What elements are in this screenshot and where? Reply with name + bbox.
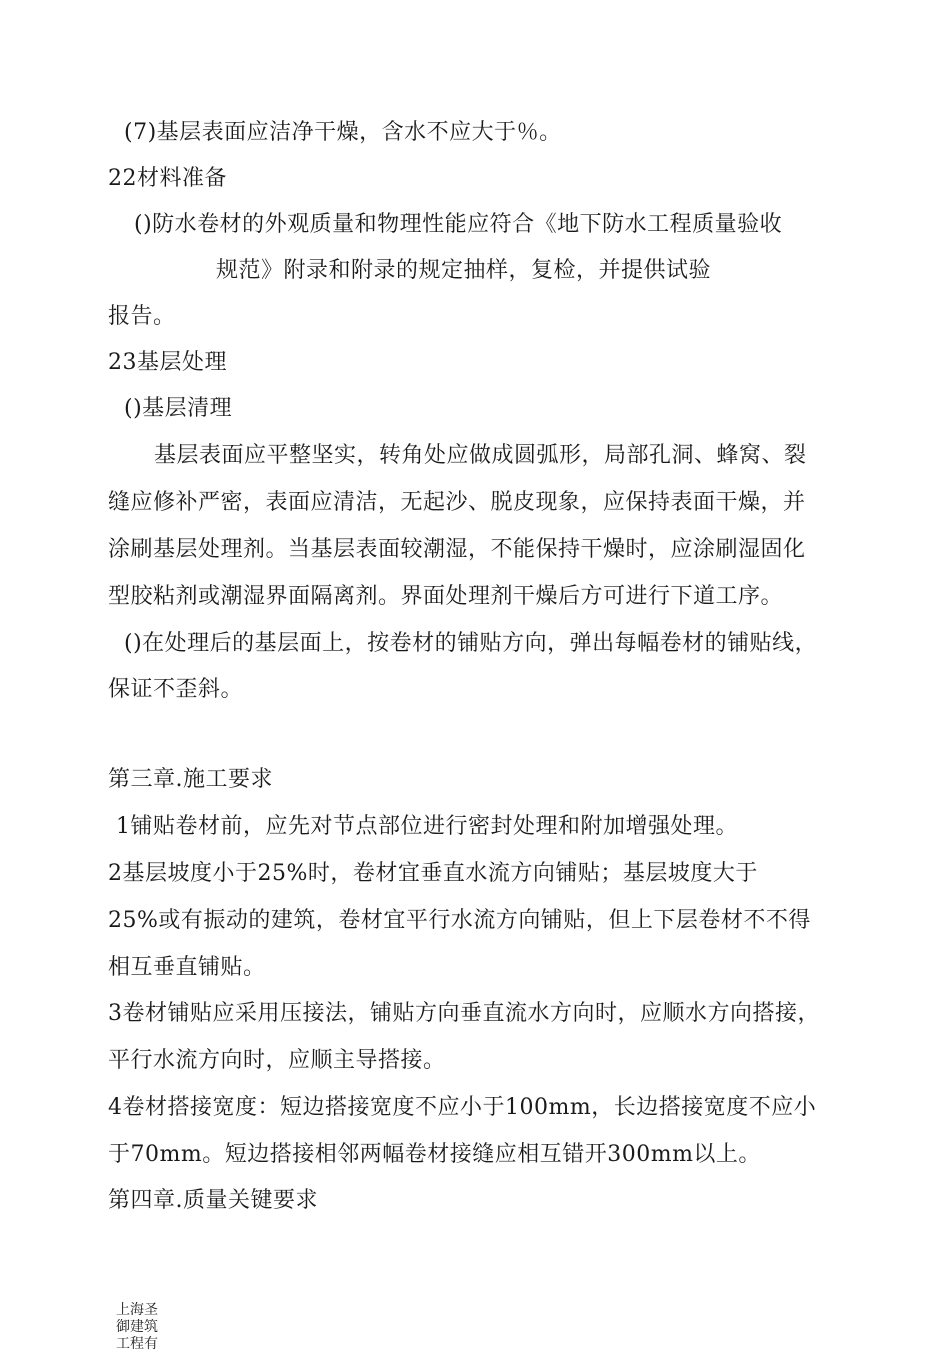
text-line: 3卷材铺贴应采用压接法，铺贴方向垂直流水方向时，应顺水方向搭接， (108, 1001, 820, 1026)
text-line: 4卷材搭接宽度：短边搭接宽度不应小于100mm，长边搭接宽度不应小 (108, 1095, 817, 1120)
text-line: 规范》附录和附录的规定抽样，复检，并提供试验 (216, 258, 712, 283)
text-line: 2基层坡度小于25%时，卷材宜垂直水流方向铺贴；基层坡度大于 (108, 861, 758, 886)
text-line: 基层表面应平整坚实，转角处应做成圆弧形，局部孔洞、蜂窝、裂 (154, 443, 807, 468)
chapter-heading: 第三章.施工要求 (108, 767, 273, 792)
text-line: ()防水卷材的外观质量和物理性能应符合《地下防水工程质量验收 (134, 212, 783, 237)
section-heading: 23基层处理 (108, 350, 227, 375)
text-line: 型胶粘剂或潮湿界面隔离剂。界面处理剂干燥后方可进行下道工序。 (108, 584, 784, 609)
footer-company: 上海圣御建筑工程有 (116, 1302, 158, 1352)
text-line: 涂刷基层处理剂。当基层表面较潮湿，不能保持干燥时，应涂刷湿固化 (108, 537, 806, 562)
text-line: 于70mm。短边搭接相邻两幅卷材接缝应相互错开300mm以上。 (108, 1142, 761, 1167)
text-line: 25%或有振动的建筑，卷材宜平行水流方向铺贴，但上下层卷材不不得 (108, 908, 811, 933)
section-heading: 22材料准备 (108, 166, 227, 191)
text-line: 1铺贴卷材前，应先对节点部位进行密封处理和附加增强处理。 (116, 814, 738, 839)
text-line: ()在处理后的基层面上，按卷材的铺贴方向，弹出每幅卷材的铺贴线， (124, 631, 818, 656)
text-line: 相互垂直铺贴。 (108, 955, 266, 980)
text-line: (7)基层表面应洁净干燥，含水不应大于％。 (124, 120, 562, 145)
text-line: 报告。 (108, 304, 176, 329)
text-line: ()基层清理 (124, 396, 233, 421)
text-line: 保证不歪斜。 (108, 677, 244, 702)
chapter-heading: 第四章.质量关键要求 (108, 1188, 318, 1213)
text-line: 缝应修补严密，表面应清洁，无起沙、脱皮现象，应保持表面干燥，并 (108, 490, 806, 515)
text-line: 平行水流方向时，应顺主导搭接。 (108, 1048, 446, 1073)
